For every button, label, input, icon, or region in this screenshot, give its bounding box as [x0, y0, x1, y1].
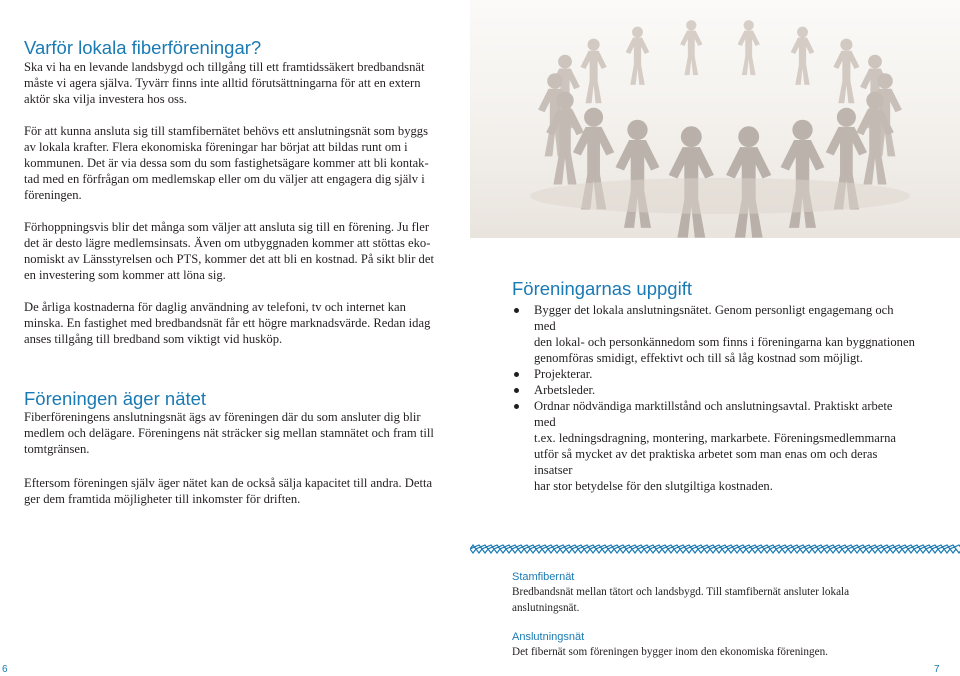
text-line: För att kunna ansluta sig till stamfibernätet behövs ett anslutningsnät som byggs [24, 124, 428, 138]
text-line: tomtgränsen. [24, 442, 90, 456]
right-page-column [512, 279, 917, 494]
text-line: anslutningsnät. [512, 602, 580, 614]
text-line: måste vi agera själva. Tyvärr finns inte alltid förutsättningarna för att en extern [24, 76, 421, 90]
text-line: medlem och delägare. Föreningens nät sträcker sig mellan stamnätet och fram till [24, 426, 434, 440]
text-line: Förhoppningsvis blir det många som väljer att ansluta sig till en förening. Ju fler [24, 220, 430, 234]
text-line: Projekterar. [534, 367, 593, 381]
text-line: nomiskt av Länsstyrelsen och PTS, kommer det att bli en kostnad. På sikt blir det [24, 252, 434, 266]
task-list [512, 302, 917, 494]
paragraph-anslutning [24, 123, 434, 203]
text-line: har stor betydelse för den slutgiltiga kostnaden. [534, 479, 773, 493]
left-page-column [24, 38, 434, 507]
glossary-definition [512, 584, 912, 616]
list-item [512, 382, 917, 398]
text-line: det är desto lägre medlemsinsats. Även om utbyggnaden kommer att stöttas eko- [24, 236, 431, 250]
text-line: tad med en förfrågan om medlemskap eller om du väljer att engagera dig själv i [24, 172, 425, 186]
glossary-entry [512, 570, 912, 616]
text-line: Fiberföreningens anslutningsnät ägs av föreningen där du som ansluter dig blir [24, 410, 421, 424]
text-line: den lokal- och personkännedom som finns i föreningarna kan byggnationen [534, 335, 915, 349]
text-line: Eftersom föreningen själv äger nätet kan de också sälja kapacitet till andra. Detta [24, 476, 433, 490]
text-line: ger dem framtida möjligheter till inkomster för driften. [24, 492, 301, 506]
paragraph-kostnader [24, 299, 434, 347]
glossary-term: Stamfibernät [512, 571, 575, 583]
glossary-definition [512, 644, 912, 660]
text-line: anses tillgång till bredband som viktigt vid husköp. [24, 332, 283, 346]
intro-heading: Varför lokala fiberföreningar? [24, 37, 262, 58]
paper-people-circle-icon [470, 0, 960, 238]
section-heading-uppgift: Föreningarnas uppgift [512, 278, 692, 299]
page-number-right: 7 [934, 664, 940, 675]
page-number-left: 6 [2, 664, 8, 675]
text-line: Bygger det lokala anslutningsnätet. Genom personligt engagemang och med [534, 303, 894, 333]
text-line: Det fibernät som föreningen bygger inom den ekonomiska föreningen. [512, 646, 828, 658]
text-line: Ska vi ha en levande landsbygd och tillgång till ett framtidssäkert bredbandsnät [24, 60, 425, 74]
list-item [512, 302, 917, 366]
text-line: en investering som kommer att löna sig. [24, 268, 226, 282]
intro-lead [24, 59, 434, 107]
text-line: Arbetsleder. [534, 383, 596, 397]
section-heading-foreningen: Föreningen äger nätet [24, 388, 207, 409]
text-line: genomföras smidigt, effektivt och till så låg kostnad som möjligt. [534, 351, 863, 365]
glossary-entry [512, 630, 912, 660]
text-line: föreningen. [24, 188, 82, 202]
glossary [512, 570, 912, 660]
text-line: t.ex. ledningsdragning, montering, markarbete. Föreningsmedlemmarna [534, 431, 896, 445]
text-line: av lokala krafter. Flera ekonomiska föreningar har börjat att bildas runt om i [24, 140, 408, 154]
text-line: utför så mycket av det praktiska arbetet som man enas om och deras insatser [534, 447, 878, 477]
text-line: kommunen. Det är via dessa som du som fastighetsägare kommer att bli kontak- [24, 156, 429, 170]
zigzag-divider [470, 544, 960, 554]
paragraph-kapacitet [24, 475, 434, 507]
list-item [512, 366, 917, 382]
glossary-term: Anslutningsnät [512, 631, 585, 643]
text-line: minska. En fastighet med bredbandsnät får ett högre marknadsvärde. Redan idag [24, 316, 431, 330]
paper-people-photo [470, 0, 960, 238]
text-line: Ordnar nödvändiga marktillstånd och anslutningsavtal. Praktiskt arbete med [534, 399, 893, 429]
paragraph-agande [24, 409, 434, 457]
list-item [512, 398, 917, 494]
text-line: aktör ska vilja investera hos oss. [24, 92, 187, 106]
text-line: Bredbandsnät mellan tätort och landsbygd. Till stamfibernät ansluter lokala [512, 586, 850, 598]
text-line: De årliga kostnaderna för daglig användning av telefoni, tv och internet kan [24, 300, 406, 314]
paragraph-forhoppningsvis [24, 219, 434, 283]
